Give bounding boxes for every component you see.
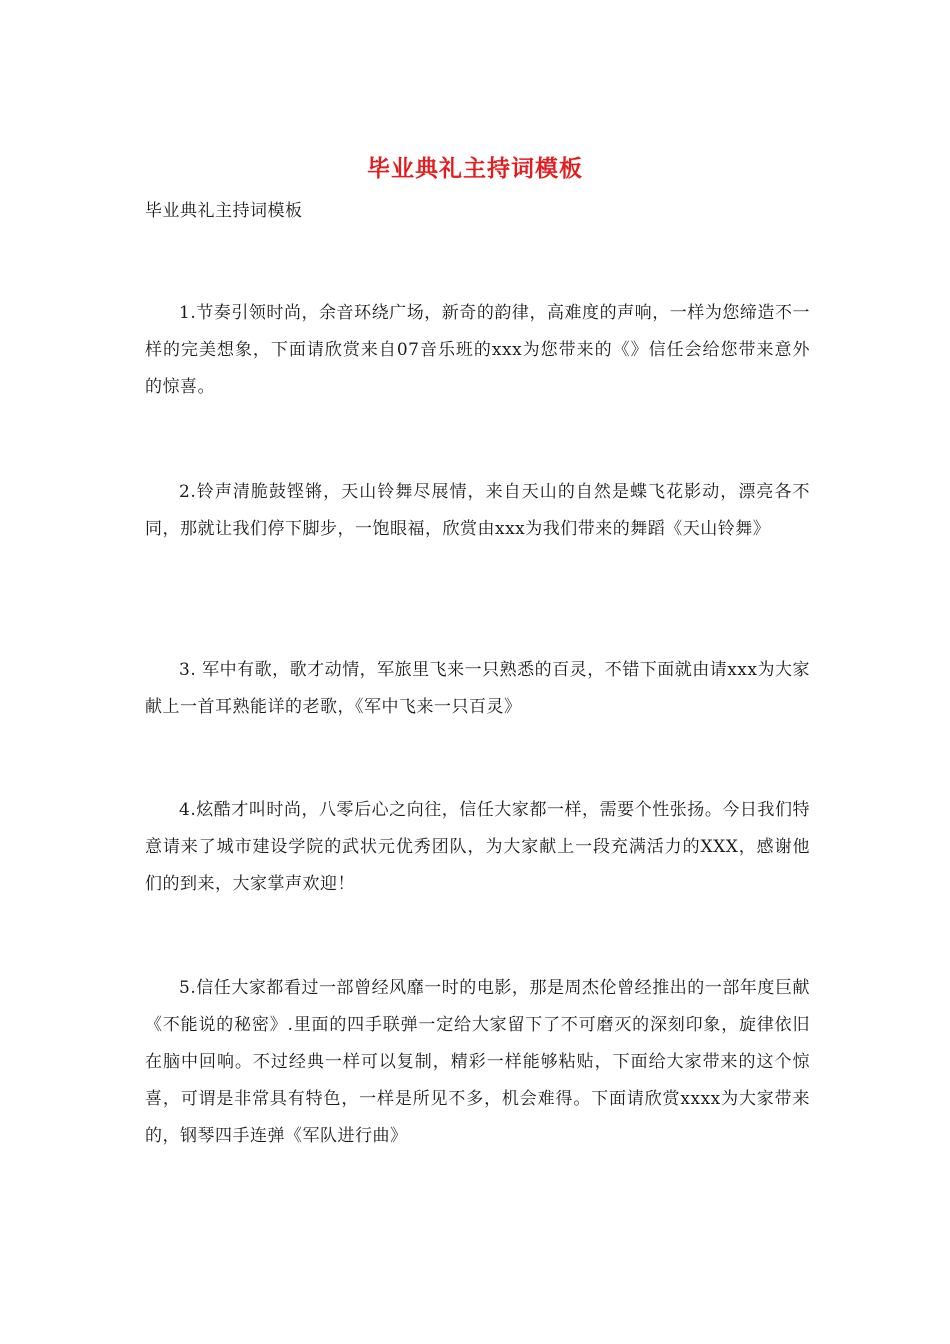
document-title: 毕业典礼主持词模板 [367,155,583,182]
paragraph-1: 1.节奏引领时尚，余音环绕广场，新奇的韵律，高难度的声响，一样为您缔造不一样的完美想象，下面请欣赏来自07音乐班的xxx为您带来的《》信任会给您带来意外的惊喜。 [145,303,810,397]
paragraph-5: 5.信任大家都看过一部曾经风靡一时的电影，那是周杰伦曾经推出的一部年度巨献《不能说的秘密》.里面的四手联弹一定给大家留下了不可磨灭的深刻印象，旋律依旧在脑中回响。不过经典一样可以复制，精彩一样能够粘贴，下面给大家带来的这个惊喜，可谓是非常具有特色，一样是所见不多，机会难得。下面请欣赏xxxx为大家带来的，钢琴四手连弹《军队进行曲》 [145,978,810,1146]
paragraph-2: 2.铃声清脆鼓铿锵，天山铃舞尽展情，来自天山的自然是蝶飞花影动，漂亮各不同，那就让我们停下脚步，一饱眼福，欣赏由xxx为我们带来的舞蹈《天山铃舞》 [145,482,810,539]
paragraph-3: 3. 军中有歌，歌才动情，军旅里飞来一只熟悉的百灵，不错下面就由请xxx为大家献上一首耳熟能详的老歌，《军中飞来一只百灵》 [145,660,810,717]
document-subtitle: 毕业典礼主持词模板 [145,201,303,221]
paragraph-4: 4.炫酷才叫时尚，八零后心之向往，信任大家都一样，需要个性张扬。今日我们特意请来了城市建设学院的武状元优秀团队，为大家献上一段充满活力的XXX，感谢他们的到来，大家掌声欢迎！ [145,800,810,894]
